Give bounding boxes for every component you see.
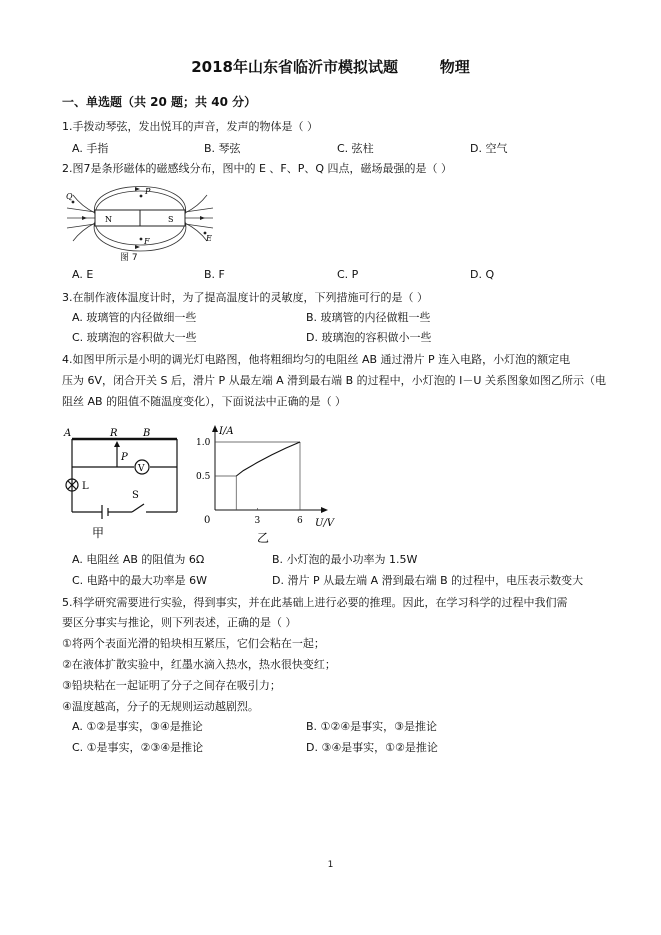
x-tick-1: 3 xyxy=(254,516,261,526)
q1-stem: 1.手拨动琴弦，发出悦耳的声音，发声的物体是（ ） xyxy=(62,120,318,133)
point-f-label: F xyxy=(144,237,150,246)
y-tick-2: 0.5 xyxy=(196,472,211,482)
page-number: 1 xyxy=(327,860,334,870)
q4-stem-line-2: 压为 6V，闭合开关 S 后，滑片 P 从最左端 A 滑到最右端 B 的过程中，小灯泡的 I－U 关系图象如图乙所示（电 xyxy=(62,374,606,387)
graph-origin: 0 xyxy=(204,515,211,526)
q1-option-c: C. 弦柱 xyxy=(337,142,374,155)
q2-stem: 2.图7是条形磁体的磁感线分布，图中的 E 、F、P、Q 四点，磁场最强的是（ ） xyxy=(62,162,453,175)
q1-option-d: D. 空气 xyxy=(470,142,508,155)
figure-7-caption: 图 7 xyxy=(120,253,138,263)
iu-curve xyxy=(236,442,300,476)
q5-statement-1: ①将两个表面光滑的铅块相互紧压，它们会粘在一起； xyxy=(62,637,325,650)
q4-option-b: B. 小灯泡的最小功率为 1.5W xyxy=(272,553,418,566)
magnet-n-label: N xyxy=(105,215,112,224)
point-e-label: E xyxy=(206,234,212,243)
graph-caption: 乙 xyxy=(257,531,270,545)
voltmeter-label: V xyxy=(138,464,145,474)
q3-option-c: C. 玻璃泡的容积做大一些 xyxy=(72,331,197,344)
point-p-label: P xyxy=(145,187,151,196)
q4-stem-line-1: 4.如图甲所示是小明的调光灯电路图，他将粗细均匀的电阻丝 AB 通过滑片 P 连入电路，小灯泡的额定电 xyxy=(62,353,571,366)
circuit-p-label: P xyxy=(121,452,128,463)
q5-stem-line-1: 5.科学研究需要进行实验，得到事实，并在此基础上进行必要的推理。因此，在学习科学的过程中我们需 xyxy=(62,596,568,609)
point-q-label: Q xyxy=(66,192,73,201)
q5-stem-line-2: 要区分事实与推论，则下列表述，正确的是（ ） xyxy=(62,616,297,629)
page-title: 2018年山东省临沂市模拟试题 物理 xyxy=(191,58,470,76)
graph-xlabel: U/V xyxy=(315,518,335,529)
circuit-r-label: R xyxy=(110,428,118,439)
q3-option-a: A. 玻璃管的内径做细一些 xyxy=(72,311,197,324)
q1-option-b: B. 琴弦 xyxy=(204,142,241,155)
q2-option-b: B. F xyxy=(204,268,225,281)
q5-option-d: D. ③④是事实，①②是推论 xyxy=(306,741,438,754)
q4-option-c: C. 电路中的最大功率是 6W xyxy=(72,574,208,587)
q5-option-b: B. ①②④是事实，③是推论 xyxy=(306,720,437,733)
q3-option-b: B. 玻璃管的内径做粗一些 xyxy=(306,311,431,324)
magnet-field-figure xyxy=(65,175,215,261)
q2-option-d: D. Q xyxy=(470,268,495,281)
circuit-diagram xyxy=(62,425,187,543)
circuit-a-label: A xyxy=(64,428,72,439)
q5-option-c: C. ①是事实，②③④是推论 xyxy=(72,741,204,754)
q3-option-d: D. 玻璃泡的容积做小一些 xyxy=(306,331,432,344)
lamp-label: L xyxy=(82,481,89,492)
q4-option-d: D. 滑片 P 从最左端 A 滑到最右端 B 的过程中，电压表示数变大 xyxy=(272,574,584,587)
y-tick-1: 1.0 xyxy=(196,438,211,448)
q1-option-a: A. 手指 xyxy=(72,142,109,155)
iu-graph xyxy=(195,420,345,548)
q2-option-a: A. E xyxy=(72,268,94,281)
x-tick-2: 6 xyxy=(297,516,303,526)
q4-option-a: A. 电阻丝 AB 的阻值为 6Ω xyxy=(72,553,205,566)
q5-statement-3: ③铅块粘在一起证明了分子之间存在吸引力； xyxy=(62,679,281,692)
q3-stem: 3.在制作液体温度计时，为了提高温度计的灵敏度，下列措施可行的是（ ） xyxy=(62,291,428,304)
q5-option-a: A. ①②是事实，③④是推论 xyxy=(72,720,203,733)
magnet-s-label: S xyxy=(168,215,174,224)
graph-ylabel: I/A xyxy=(219,426,234,437)
q5-statement-2: ②在液体扩散实验中，红墨水滴入热水，热水很快变红； xyxy=(62,658,336,671)
switch-label: S xyxy=(132,490,139,501)
q5-statement-4: ④温度越高，分子的无规则运动越剧烈。 xyxy=(62,700,259,713)
section-heading: 一、单选题（共 20 题；共 40 分） xyxy=(62,95,257,109)
q4-stem-line-3: 阻丝 AB 的阻值不随温度变化），下面说法中正确的是（ ） xyxy=(62,395,347,408)
circuit-b-label: B xyxy=(143,428,151,439)
q2-option-c: C. P xyxy=(337,268,359,281)
circuit-caption: 甲 xyxy=(92,526,105,540)
